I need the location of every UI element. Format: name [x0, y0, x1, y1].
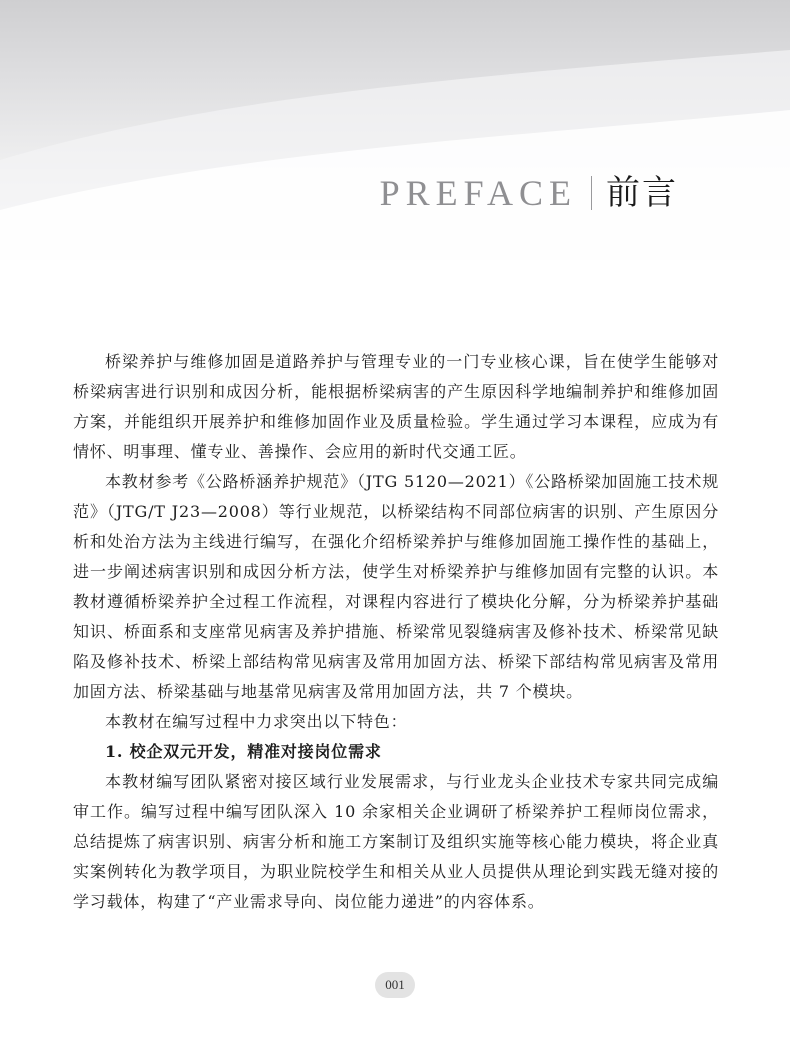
paragraph-feature-1: 本教材编写团队紧密对接区域行业发展需求，与行业龙头企业技术专家共同完成编审工作。编写过程中编写团队深入 10 余家相关企业调研了桥梁养护工程师岗位需求，总结提炼了病害识别、病害分析和施工方案制订及组织实施等核心能力模块，将企业真实案例转化为教学项目，为职业院校学生和相关从业人员提供从理论到实践无缝对接的学习载体，构建了“产业需求导向、岗位能力递进”的内容体系。 [73, 772, 719, 911]
paragraph-features-lead: 本教材在编写过程中力求突出以下特色： [105, 712, 408, 731]
preface-header [380, 170, 678, 216]
header-title-chinese: 前言 [606, 173, 678, 213]
header-title-english: PREFACE [379, 173, 577, 213]
header-divider [591, 176, 592, 210]
paragraph-references: 本教材参考《公路桥涵养护规范》（JTG 5120—2021）《公路桥梁加固施工技术规范》（JTG/T J23—2008）等行业规范，以桥梁结构不同部位病害的识别、产生原因分析和处治方法为主线进行编写，在强化介绍桥梁养护与维修加固施工操作性的基础上，进一步阐述病害识别和成因分析方法，使学生对桥梁养护与维修加固有完整的认识。本教材遵循桥梁养护全过程工作流程，对课程内容进行了模块化分解，分为桥梁养护基础知识、桥面系和支座常见病害及养护措施、桥梁常见裂缝病害及修补技术、桥梁常见缺陷及修补技术、桥梁上部结构常见病害及常用加固方法、桥梁下部结构常见病害及常用加固方法、桥梁基础与地基常见病害及常用加固方法，共 7 个模块。 [73, 472, 719, 701]
page-number: 001 [375, 972, 415, 998]
paragraph-intro: 桥梁养护与维修加固是道路养护与管理专业的一门专业核心课，旨在使学生能够对桥梁病害进行识别和成因分析，能根据桥梁病害的产生原因科学地编制养护和维修加固方案，并能组织开展养护和维修加固作业及质量检验。学生通过学习本课程，应成为有情怀、明事理、懂专业、善操作、会应用的新时代交通工匠。 [73, 352, 719, 461]
section-heading-1: 1. 校企双元开发，精准对接岗位需求 [105, 742, 382, 761]
header-wave-decoration [0, 40, 790, 260]
preface-body [73, 347, 719, 917]
